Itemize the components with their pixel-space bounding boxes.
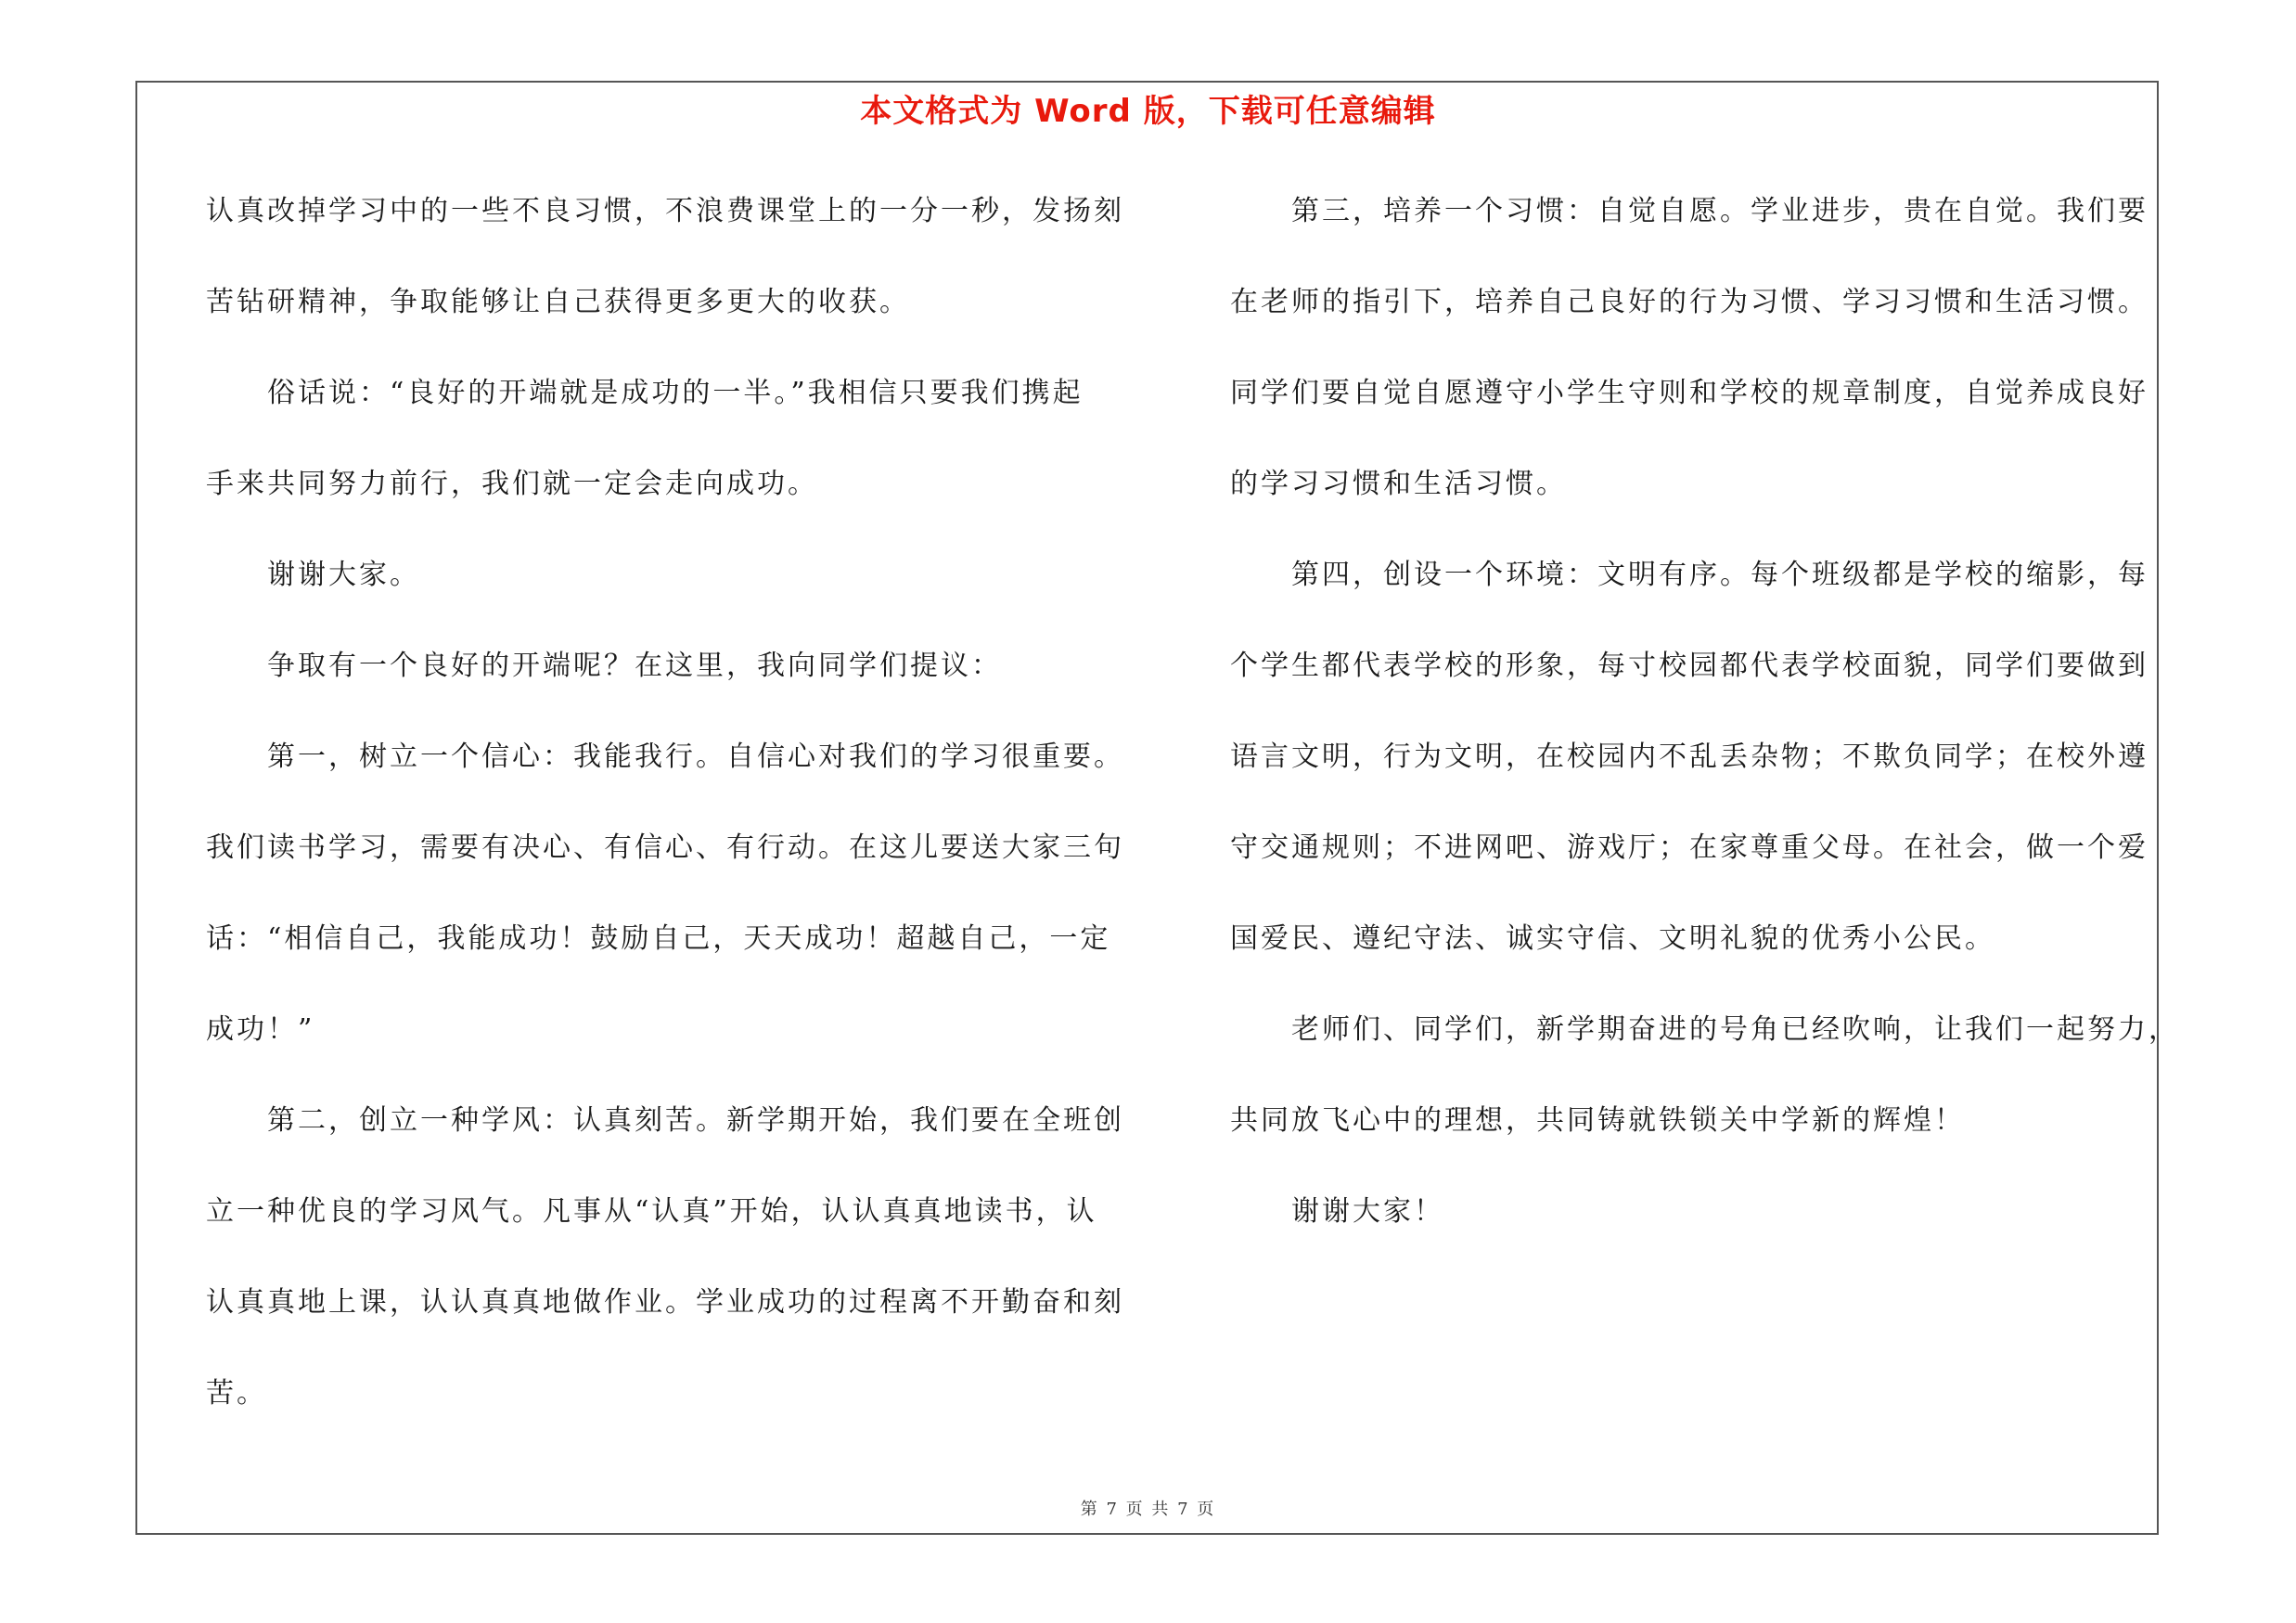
text-line: 第一，树立一个信心：我能我行。自信心对我们的学习很重要。 (267, 741, 1124, 773)
text-line: 在老师的指引下，培养自己良好的行为习惯、学习习惯和生活习惯。 (1230, 286, 2148, 318)
text-line: 争取有一个良好的开端呢？在这里，我向同学们提议： (267, 650, 1002, 682)
text-line: 共同放飞心中的理想，共同铸就铁锁关中学新的辉煌！ (1230, 1104, 1965, 1137)
text-line: 谢谢大家。 (267, 559, 420, 591)
text-line: 苦。 (206, 1377, 267, 1410)
text-line: 苦钻研精神，争取能够让自己获得更多更大的收获。 (206, 286, 910, 318)
text-line: 成功！” (206, 1013, 315, 1046)
text-line: 的学习习惯和生活习惯。 (1230, 468, 1567, 500)
text-line: 第三，培养一个习惯：自觉自愿。学业进步，贵在自觉。我们要 (1291, 195, 2148, 227)
left-column (206, 184, 1134, 1457)
page-number: 第 7 页 共 7 页 (1080, 1500, 1216, 1519)
text-line: 守交通规则；不进网吧、游戏厅；在家尊重父母。在社会，做一个爱 (1230, 831, 2148, 864)
text-line: 认真真地上课，认认真真地做作业。学业成功的过程离不开勤奋和刻 (206, 1286, 1124, 1319)
right-column (1230, 184, 2179, 1275)
text-line: 同学们要自觉自愿遵守小学生守则和学校的规章制度，自觉养成良好 (1230, 377, 2148, 409)
text-line: 老师们、同学们，新学期奋进的号角已经吹响，让我们一起努力， (1291, 1013, 2179, 1046)
text-line: 第二，创立一种学风：认真刻苦。新学期开始，我们要在全班创 (267, 1104, 1124, 1137)
text-line: 谢谢大家！ (1291, 1195, 1444, 1228)
text-line: 手来共同努力前行，我们就一定会走向成功。 (206, 468, 818, 500)
format-banner: 本文格式为 Word 版，下载可任意编辑 (860, 93, 1436, 130)
text-line: 国爱民、遵纪守法、诚实守信、文明礼貌的优秀小公民。 (1230, 922, 1995, 955)
text-line: 认真改掉学习中的一些不良习惯，不浪费课堂上的一分一秒，发扬刻 (206, 195, 1124, 227)
text-line: 话：“相信自己，我能成功！鼓励自己，天天成功！超越自己，一定 (206, 922, 1111, 955)
text-line: 个学生都代表学校的形象，每寸校园都代表学校面貌，同学们要做到 (1230, 650, 2148, 682)
text-line: 我们读书学习，需要有决心、有信心、有行动。在这儿要送大家三句 (206, 831, 1124, 864)
text-line: 语言文明，行为文明，在校园内不乱丢杂物；不欺负同学；在校外遵 (1230, 741, 2148, 773)
text-line: 立一种优良的学习风气。凡事从“认真”开始，认认真真地读书，认 (206, 1195, 1097, 1228)
text-line: 俗话说：“良好的开端就是成功的一半。”我相信只要我们携起 (267, 377, 1084, 409)
text-line: 第四，创设一个环境：文明有序。每个班级都是学校的缩影，每 (1291, 559, 2148, 591)
